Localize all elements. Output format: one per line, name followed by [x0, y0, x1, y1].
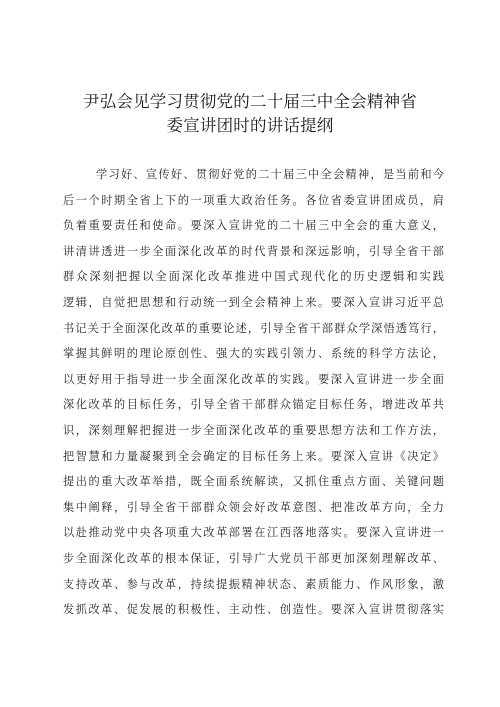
title-line-2: 委宣讲团时的讲话提纲 [166, 116, 334, 135]
body-line: 识，深刻理解把握进一步全面深化改革的重要思想方法和工作方法， [63, 423, 444, 437]
body-line: 以赴推动党中央各项重大改革部署在江西落地落实。要深入宣讲进一 [63, 526, 444, 540]
body-line: 讲清讲透进一步全面深化改革的时代背景和深远影响，引导全省干部 [63, 244, 444, 258]
body-line: 提出的重大改革举措，既全面系统解读，又抓住重点方面、关键问题 [63, 475, 444, 489]
body-line: 发抓改革、促发展的积极性、主动性、创造性。要深入宣讲贯彻落实 [63, 603, 444, 617]
body-line: 书记关于全面深化改革的重要论述，引导全省干部群众学深悟透笃行， [63, 321, 444, 335]
document-title [0, 90, 500, 138]
body-line: 群众深刻把握以全面深化改革推进中国式现代化的历史逻辑和实践 [63, 270, 444, 284]
body-line: 负着重要责任和使命。要深入宣讲党的二十届三中全会的重大意义， [63, 219, 444, 233]
body-line: 逻辑，自觉把思想和行动统一到全会精神上来。要深入宣讲习近平总 [63, 295, 444, 309]
body-line: 后一个时期全省上下的一项重大政治任务。各位省委宣讲团成员，肩 [63, 193, 444, 207]
body-line: 步全面深化改革的根本保证，引导广大党员干部更加深刻理解改革、 [63, 551, 444, 565]
document-body [63, 162, 444, 623]
body-line: 支持改革、参与改革，持续提振精神状态、素质能力、作风形象，激 [63, 577, 444, 591]
body-line: 集中阐释，引导全省干部群众领会好改革意图、把准改革方向，全力 [63, 500, 444, 514]
body-line: 学习好、宣传好、贯彻好党的二十届三中全会精神，是当前和今 [96, 168, 444, 181]
body-line: 以更好用于指导进一步全面深化改革的实践。要深入宣讲进一步全面 [63, 372, 444, 386]
body-line: 把智慧和力量凝聚到全会确定的目标任务上来。要深入宣讲《决定》 [63, 449, 444, 463]
title-line-1: 尹弘会见学习贯彻党的二十届三中全会精神省 [83, 92, 417, 111]
body-line: 深化改革的目标任务，引导全省干部群众锚定目标任务，增进改革共 [63, 398, 444, 412]
body-line: 掌握其鲜明的理论原创性、强大的实践引领力、系统的科学方法论， [63, 347, 444, 361]
